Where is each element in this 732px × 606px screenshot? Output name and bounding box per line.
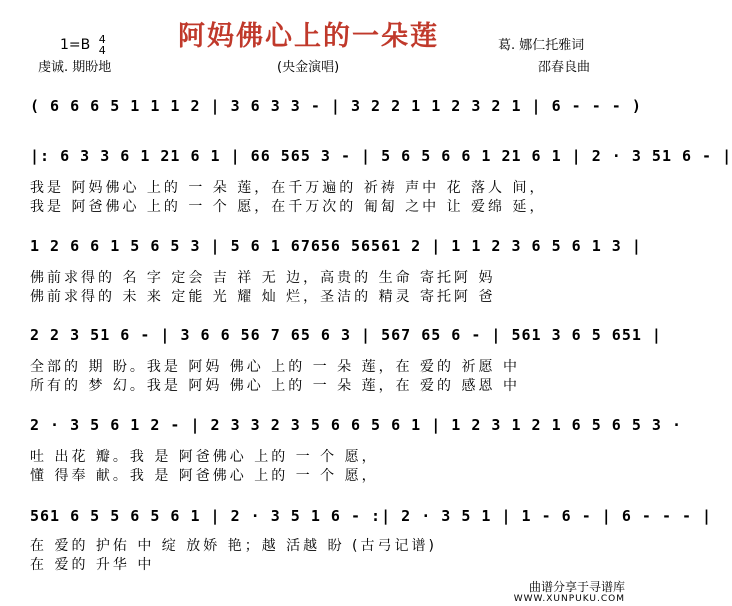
song-title: 阿妈佛心上的一朵莲	[178, 21, 439, 52]
lyric-row-6-verse-2: 在 爱的 升华 中	[30, 557, 155, 573]
composer-credit: 邵春良曲	[538, 60, 591, 75]
time-top: 4	[98, 33, 106, 46]
lyric-row-2-verse-2: 我是 阿爸佛心 上的 一 个 愿，在千万次的 匍匐 之中 让 爱绵 延，	[30, 199, 547, 215]
footer-share-text: 曲谱分享于寻谱库	[528, 580, 625, 594]
time-signature	[99, 34, 106, 56]
performer-credit: (央金演唱)	[277, 60, 340, 75]
lyric-row-4-verse-2: 所有的 梦 幻。我是 阿妈 佛心 上的 一 朵 莲，在 爱的 感恩 中	[30, 378, 520, 394]
lyric-row-4-verse-1: 全部的 期 盼。我是 阿妈 佛心 上的 一 朵 莲，在 爱的 祈愿 中	[30, 359, 520, 375]
score-row-1: ( 6 6 6 5 1 1 1 2 | 3 6 3 3 - | 3 2 2 1 1 2 3 2 1 | 6 - - - )	[30, 97, 642, 115]
lyric-row-2-verse-1: 我是 阿妈佛心 上的 一 朵 莲，在千万遍的 祈祷 声中 花 落人 间，	[30, 180, 547, 196]
lyric-row-5-verse-1: 吐 出花 瓣。我 是 阿爸佛心 上的 一 个 愿，	[30, 449, 379, 465]
score-row-3: 1 2 6 6 1 5 6 5 3 | 5 6 1 67656 56561 2 | 1 1 2 3 6 5 6 1 3 |	[30, 237, 642, 255]
score-row-2: |: 6 3 3 6 1 21 6 1 | 66 565 3 - | 5 6 5 6 6 1 21 6 1 | 2 · 3 51 6 - |	[30, 147, 732, 165]
score-row-5: 2 · 3 5 6 1 2 - | 2 3 3 2 3 5 6 6 5 6 1 | 1 2 3 1 2 1 6 5 6 5 3 ·	[30, 416, 682, 434]
score-row-4: 2 2 3 51 6 - | 3 6 6 56 7 65 6 3 | 567 65 6 - | 561 3 6 5 651 |	[30, 326, 662, 344]
key-signature	[60, 34, 106, 56]
lyric-row-3-verse-2: 佛前求得的 未 来 定能 光 耀 灿 烂，圣洁的 精灵 寄托阿 爸	[30, 289, 496, 305]
footer-url: WWW.XUNPUKU.COM	[513, 594, 625, 604]
lyric-row-5-verse-2: 懂 得奉 献。我 是 阿爸佛心 上的 一 个 愿，	[30, 468, 379, 484]
time-bottom: 4	[98, 44, 106, 57]
lyric-row-6-verse-1: 在 爱的 护佑 中 绽 放娇 艳；越 活越 盼 (古弓记谱)	[30, 538, 437, 554]
lyric-row-3-verse-1: 佛前求得的 名 字 定会 吉 祥 无 边，高贵的 生命 寄托阿 妈	[30, 270, 496, 286]
score-row-6: 561 6 5 5 6 5 6 1 | 2 · 3 5 1 6 - :| 2 · 3 5 1 | 1 - 6 - | 6 - - - |	[30, 507, 713, 525]
key-label: 1=B	[60, 37, 91, 53]
expression-marking: 虔诚. 期盼地	[38, 60, 112, 75]
lyricist-credit: 葛. 娜仁托雅词	[498, 38, 585, 53]
